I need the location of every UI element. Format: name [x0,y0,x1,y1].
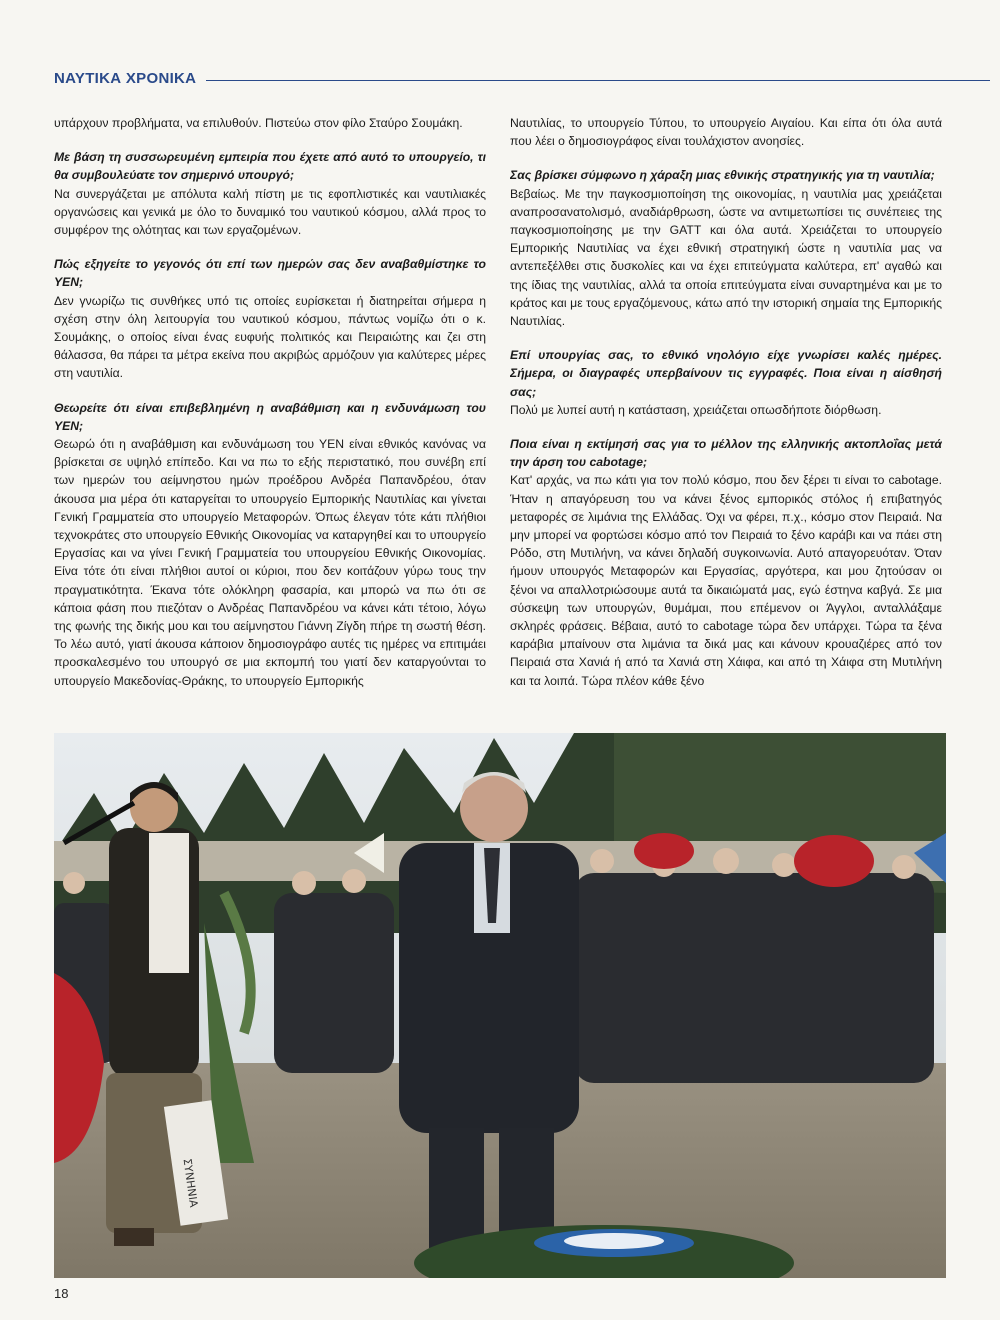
header-rule [206,80,990,81]
answer-3: Θεωρώ ότι η αναβάθμιση και ενδυνάμωση του ΥΕΝ είναι εθνικός κανόνας να βρίσκεται σε υψηλό επίπεδο. Και να πω το εξής περιστατικό, που συνέβη επί των ημερών του αείμνηστου ημών προέδρου Ανδρέα Παπανδρέου, όταν άκουσα μια μέρα ότι καταργείται το υπουργείο Εμπορικής Ναυτιλίας και γίνεται Γενική Γραμματεία στο υπουργείο Μεταφορών. Όπως έλεγαν τότε κάτι πλήθιοι τεχνοκράτες στο υπουργείο Εθνικής Οικονομίας να καταργηθεί και το υπουργείο Εργασίας και να γίνει Γενική Γραμματεία του υπουργείου Εθνικής Οικονομίας. Είνα τότε ότι είναι πλήθιοι αυτοί οι κύριοι, που δεν κοιτάζουν γύρω τους την πραγματικότητα. Έκανα τότε ολόκληρη φασαρία, και μπορώ να πω ότι σε κάποια φάση που πιεζόταν ο Ανδρέας Παπανδρέου να κάνει κάτι τέτοιο, λόγω της φωνής της δικής μου και του αείμνηστου Γιάννη Ζίγδη πήρε τη σωστή θέση. Το λέω αυτό, γιατί άκουσα κάποιον δημοσιογράφο αυτές τις ημέρες να επιτιμάει προσκαλεσμένο του υπουργό σε μια εκπομπή του γιατί δεν καταργούνται το υπουργείο Μακεδονίας-Θράκης, το υπουργείο Εμπορικής [54,437,486,688]
answer-1: Να συνεργάζεται με απόλυτα καλή πίστη με τις εφοπλιστικές και ναυτιλιακές οργανώσεις και γενικά με όλο το δυναμικό του ναυτικού κόσμου, αλλά προς το συμφέρον της ολότητας και των εργαζομένων. [54,186,486,238]
left-paragraph-continued: υπάρχουν προβλήματα, να επιλυθούν. Πιστεύω στον φίλο Σταύρο Σουμάκη. [54,116,463,130]
left-column [54,114,486,712]
running-header [54,70,990,90]
question-4: Σας βρίσκει σύμφωνο η χάραξη μιας εθνικής στρατηγικής για τη ναυτιλία; [510,168,935,183]
magazine-title: ΝΑΥΤΙΚΑ ΧΡΟΝΙΚΑ [54,70,197,87]
question-5: Επί υπουργίας σας, το εθνικό νηολόγιο είχε γνωρίσει καλές ημέρες. Σήμερα, οι διαγραφές υπερβαίνουν τις εγγραφές. Ποια είναι η αίσθησή σας; [510,348,942,399]
right-paragraph-continued: Ναυτιλίας, το υπουργείο Τύπου, το υπουργείο Αιγαίου. Και είπα ότι όλα αυτά που λέει ο δημοσιογράφος είναι τουλάχιστον ανοησίες. [510,116,942,149]
question-2: Πώς εξηγείτε το γεγονός ότι επί των ημερών σας δεν αναβαθμίστηκε το ΥΕΝ; [54,257,486,290]
question-6: Ποια είναι η εκτίμησή σας για το μέλλον της ελληνικής ακτοπλοΐας μετά την άρση του cabotage; [510,437,942,470]
answer-6: Κατ' αρχάς, να πω κάτι για τον πολύ κόσμο, που δεν ξέρει τι είναι το cabotage. Ήταν η απαγόρευση του να κάνει ξένος εμπορικός στόλος ή επιβατηγός μεταφορές σε λιμάνια της Ελλάδας. Όχι να φέρει, π.χ., κόσμο στον Πειραιά. Να μην μπορεί να φορτώσει κόσμο από τον Πειραιά το ξένο καράβι και να πάει στη Ρόδο, στη Μυτιλήνη, να κάνει δηλαδή συγκοινωνία. Αυτό απαγορευόταν. Όταν ήμουν υπουργός Μεταφορών και Εργασίας, αργότερα, και μου ζητούσαν οι ξένοι να απαλλοτριώσουμε αυτά τα δικαιώματά μας, εγώ έστηνα καβγά. Σε μια σύσκεψη των υπουργών, θυμάμαι, που επέμενον οι Άγγλοι, ανταλλάξαμε σκληρές φράσεις. Βέβαια, αυτό το cabotage τώρα δεν υπάρχει. Τώρα τα ξένα καράβια μπαίνουν στα λιμάνια τα δικά μας και κάνουν κρουαζιέρες από τον Πειραιά στα Χανιά ή από τα Χανιά στη Χάιφα, και από τη Χάιφα στη Μυτιλήνη και τα λοιπά. Τώρα πλέον κάθε ξένο [510,473,942,688]
right-column [510,114,942,712]
question-1: Με βάση τη συσσωρευμένη εμπειρία που έχετε από αυτό το υπουργείο, τι θα συμβουλεύατε τον σημερινό υπουργό; [54,150,486,183]
answer-2: Δεν γνωρίζω τις συνθήκες υπό τις οποίες ευρίσκεται ή διατηρείται σήμερα η σχέση στην όλη λειτουργία του ναυτικού κόσμου, πάντως νομίζω ότι ο κ. Σουμάκης, ο οποίος είναι ένας ευφυής πολιτικός και Πειραιώτης και ζει στη θάλασσα, θα πάρει τα μέτρα εκείνα που ακριβώς αρμόζουν για καλύτερες μέρες στη ναυτιλία. [54,293,486,381]
ceremony-photo [54,733,946,1278]
question-3: Θεωρείτε ότι είναι επιβεβλημένη η αναβάθμιση και η ενδυνάμωση του ΥΕΝ; [54,400,486,433]
page-number: 18 [54,1286,69,1301]
ceremony-photo-illustration [54,733,946,1278]
answer-5: Πολύ με λυπεί αυτή η κατάσταση, χρειάζεται οπωσδήποτε διόρθωση. [510,402,882,417]
ribbon-text: ΣΥΝΗΝΙΑ [180,1157,201,1209]
answer-4: Βεβαίως. Με την παγκοσμιοποίηση της οικονομίας, η ναυτιλία μας χρειάζεται αναπροσανατολισμό, αναδιάρθρωση, ώστε να αντιμετωπίσει τις συνέπειες της παγκοσμιοποίησης με την GATT και όλα αυτά. Χρειάζεται το υπουργείο Εμπορικής Ναυτιλίας να έχει εθνική στρατηγική ώστε η ναυτιλία μας να αντεπεξέλθει στις δυσκολίες και να έχει επιτεύγματα καλύτερα, επ' αγαθώ και της ίδιας της ναυτιλίας, αλλά τα οποία επιτεύγματα είναι συναρτημένα και με το κράτος και με τους εργαζόμενους, κάτω από την ιστορική σημαία της Εμπορικής Ναυτιλίας. [510,186,942,329]
